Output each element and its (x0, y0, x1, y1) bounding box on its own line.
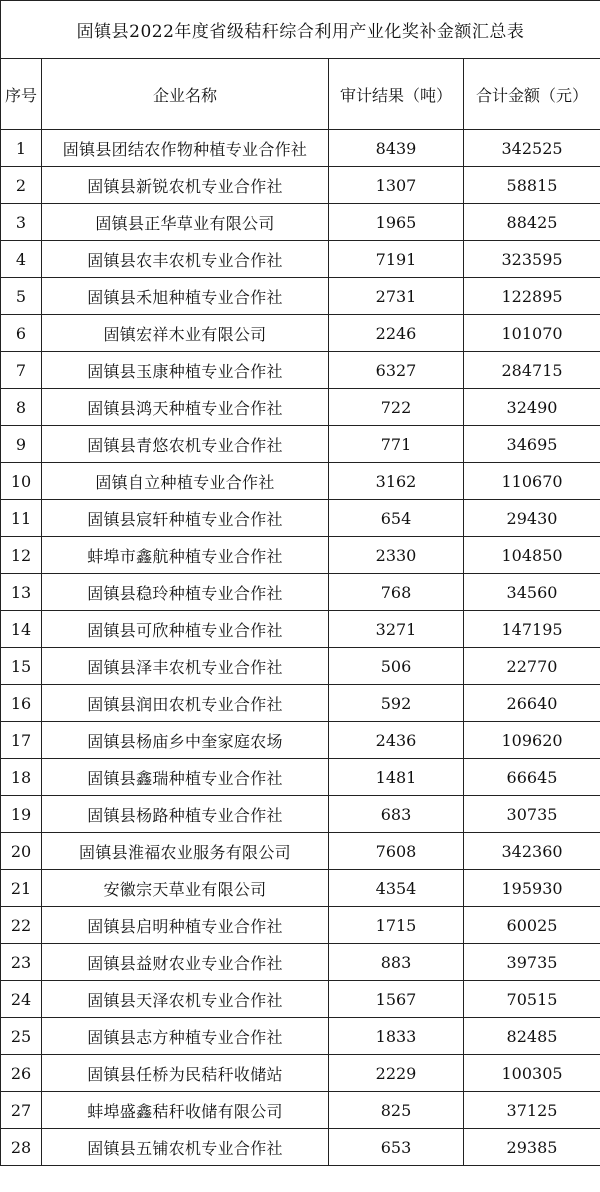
company-name-cell: 固镇自立种植专业合作社 (42, 463, 329, 500)
audit-tons-cell: 1307 (329, 167, 464, 204)
total-amount-cell: 66645 (464, 759, 600, 796)
table-row (1, 574, 600, 611)
row-index-cell: 11 (1, 500, 42, 537)
table-row (1, 500, 600, 537)
company-name-cell: 固镇县新锐农机专业合作社 (42, 167, 329, 204)
table-row (1, 278, 600, 315)
total-amount-cell: 104850 (464, 537, 600, 574)
total-amount-cell: 323595 (464, 241, 600, 278)
audit-tons-cell: 592 (329, 685, 464, 722)
header-total-amount: 合计金额（元） (464, 59, 600, 130)
company-name-cell: 固镇县鸿天种植专业合作社 (42, 389, 329, 426)
total-amount-cell: 32490 (464, 389, 600, 426)
total-amount-cell: 39735 (464, 944, 600, 981)
table-row (1, 204, 600, 241)
row-index-cell: 26 (1, 1055, 42, 1092)
company-name-cell: 固镇县禾旭种植专业合作社 (42, 278, 329, 315)
audit-tons-cell: 2229 (329, 1055, 464, 1092)
header-company-name: 企业名称 (42, 59, 329, 130)
total-amount-cell: 34560 (464, 574, 600, 611)
company-name-cell: 固镇县稳玲种植专业合作社 (42, 574, 329, 611)
table-row (1, 389, 600, 426)
table-row (1, 907, 600, 944)
table-row (1, 463, 600, 500)
audit-tons-cell: 771 (329, 426, 464, 463)
company-name-cell: 固镇县天泽农机专业合作社 (42, 981, 329, 1018)
total-amount-cell: 122895 (464, 278, 600, 315)
company-name-cell: 固镇县任桥为民秸秆收储站 (42, 1055, 329, 1092)
row-index-cell: 10 (1, 463, 42, 500)
total-amount-cell: 195930 (464, 870, 600, 907)
total-amount-cell: 29430 (464, 500, 600, 537)
table-row (1, 1055, 600, 1092)
company-name-cell: 固镇县青悠农机专业合作社 (42, 426, 329, 463)
table-row (1, 796, 600, 833)
audit-tons-cell: 1965 (329, 204, 464, 241)
audit-tons-cell: 2330 (329, 537, 464, 574)
audit-tons-cell: 506 (329, 648, 464, 685)
total-amount-cell: 110670 (464, 463, 600, 500)
total-amount-cell: 37125 (464, 1092, 600, 1129)
audit-tons-cell: 768 (329, 574, 464, 611)
row-index-cell: 18 (1, 759, 42, 796)
company-name-cell: 固镇县泽丰农机专业合作社 (42, 648, 329, 685)
row-index-cell: 6 (1, 315, 42, 352)
table-row (1, 981, 600, 1018)
audit-tons-cell: 1715 (329, 907, 464, 944)
total-amount-cell: 100305 (464, 1055, 600, 1092)
audit-tons-cell: 825 (329, 1092, 464, 1129)
row-index-cell: 25 (1, 1018, 42, 1055)
audit-tons-cell: 3162 (329, 463, 464, 500)
total-amount-cell: 30735 (464, 796, 600, 833)
row-index-cell: 19 (1, 796, 42, 833)
total-amount-cell: 284715 (464, 352, 600, 389)
table-row (1, 1018, 600, 1055)
audit-tons-cell: 4354 (329, 870, 464, 907)
audit-tons-cell: 2246 (329, 315, 464, 352)
audit-tons-cell: 654 (329, 500, 464, 537)
total-amount-cell: 22770 (464, 648, 600, 685)
row-index-cell: 27 (1, 1092, 42, 1129)
company-name-cell: 固镇县杨庙乡中奎家庭农场 (42, 722, 329, 759)
total-amount-cell: 342360 (464, 833, 600, 870)
table-row (1, 130, 600, 167)
row-index-cell: 20 (1, 833, 42, 870)
audit-tons-cell: 7608 (329, 833, 464, 870)
table-row (1, 685, 600, 722)
total-amount-cell: 60025 (464, 907, 600, 944)
company-name-cell: 固镇县志方种植专业合作社 (42, 1018, 329, 1055)
audit-tons-cell: 3271 (329, 611, 464, 648)
total-amount-cell: 34695 (464, 426, 600, 463)
audit-tons-cell: 2436 (329, 722, 464, 759)
company-name-cell: 固镇县鑫瑞种植专业合作社 (42, 759, 329, 796)
audit-tons-cell: 2731 (329, 278, 464, 315)
audit-tons-cell: 8439 (329, 130, 464, 167)
row-index-cell: 14 (1, 611, 42, 648)
audit-tons-cell: 1833 (329, 1018, 464, 1055)
table-row (1, 167, 600, 204)
row-index-cell: 8 (1, 389, 42, 426)
row-index-cell: 9 (1, 426, 42, 463)
table-row (1, 426, 600, 463)
row-index-cell: 1 (1, 130, 42, 167)
row-index-cell: 22 (1, 907, 42, 944)
audit-tons-cell: 1481 (329, 759, 464, 796)
row-index-cell: 7 (1, 352, 42, 389)
table-row (1, 722, 600, 759)
table-row (1, 648, 600, 685)
table-title: 固镇县2022年度省级秸秆综合利用产业化奖补金额汇总表 (1, 1, 600, 59)
company-name-cell: 蚌埠市鑫航种植专业合作社 (42, 537, 329, 574)
total-amount-cell: 70515 (464, 981, 600, 1018)
row-index-cell: 21 (1, 870, 42, 907)
total-amount-cell: 342525 (464, 130, 600, 167)
header-row (1, 59, 600, 130)
header-audit-tons: 审计结果（吨） (329, 59, 464, 130)
company-name-cell: 固镇县淮福农业服务有限公司 (42, 833, 329, 870)
total-amount-cell: 29385 (464, 1129, 600, 1166)
company-name-cell: 固镇县益财农业专业合作社 (42, 944, 329, 981)
table-row (1, 870, 600, 907)
company-name-cell: 固镇县杨路种植专业合作社 (42, 796, 329, 833)
company-name-cell: 蚌埠盛鑫秸秆收储有限公司 (42, 1092, 329, 1129)
row-index-cell: 17 (1, 722, 42, 759)
audit-tons-cell: 653 (329, 1129, 464, 1166)
row-index-cell: 13 (1, 574, 42, 611)
company-name-cell: 固镇县启明种植专业合作社 (42, 907, 329, 944)
total-amount-cell: 82485 (464, 1018, 600, 1055)
company-name-cell: 固镇宏祥木业有限公司 (42, 315, 329, 352)
company-name-cell: 固镇县可欣种植专业合作社 (42, 611, 329, 648)
total-amount-cell: 26640 (464, 685, 600, 722)
audit-tons-cell: 1567 (329, 981, 464, 1018)
table-row (1, 833, 600, 870)
audit-tons-cell: 7191 (329, 241, 464, 278)
company-name-cell: 安徽宗天草业有限公司 (42, 870, 329, 907)
row-index-cell: 16 (1, 685, 42, 722)
table-row (1, 611, 600, 648)
table-row (1, 537, 600, 574)
table-row (1, 759, 600, 796)
table-row (1, 944, 600, 981)
row-index-cell: 4 (1, 241, 42, 278)
company-name-cell: 固镇县团结农作物种植专业合作社 (42, 130, 329, 167)
row-index-cell: 28 (1, 1129, 42, 1166)
total-amount-cell: 88425 (464, 204, 600, 241)
audit-tons-cell: 883 (329, 944, 464, 981)
total-amount-cell: 58815 (464, 167, 600, 204)
audit-tons-cell: 6327 (329, 352, 464, 389)
row-index-cell: 2 (1, 167, 42, 204)
table-row (1, 1129, 600, 1166)
row-index-cell: 24 (1, 981, 42, 1018)
header-index: 序号 (1, 59, 42, 130)
table-row (1, 241, 600, 278)
total-amount-cell: 109620 (464, 722, 600, 759)
row-index-cell: 12 (1, 537, 42, 574)
row-index-cell: 15 (1, 648, 42, 685)
table-row (1, 352, 600, 389)
table-row (1, 1092, 600, 1129)
table-row (1, 315, 600, 352)
company-name-cell: 固镇县润田农机专业合作社 (42, 685, 329, 722)
row-index-cell: 3 (1, 204, 42, 241)
row-index-cell: 23 (1, 944, 42, 981)
company-name-cell: 固镇县五铺农机专业合作社 (42, 1129, 329, 1166)
company-name-cell: 固镇县宸轩种植专业合作社 (42, 500, 329, 537)
company-name-cell: 固镇县正华草业有限公司 (42, 204, 329, 241)
company-name-cell: 固镇县玉康种植专业合作社 (42, 352, 329, 389)
audit-tons-cell: 683 (329, 796, 464, 833)
audit-tons-cell: 722 (329, 389, 464, 426)
company-name-cell: 固镇县农丰农机专业合作社 (42, 241, 329, 278)
row-index-cell: 5 (1, 278, 42, 315)
table-body (1, 130, 600, 1166)
total-amount-cell: 147195 (464, 611, 600, 648)
total-amount-cell: 101070 (464, 315, 600, 352)
